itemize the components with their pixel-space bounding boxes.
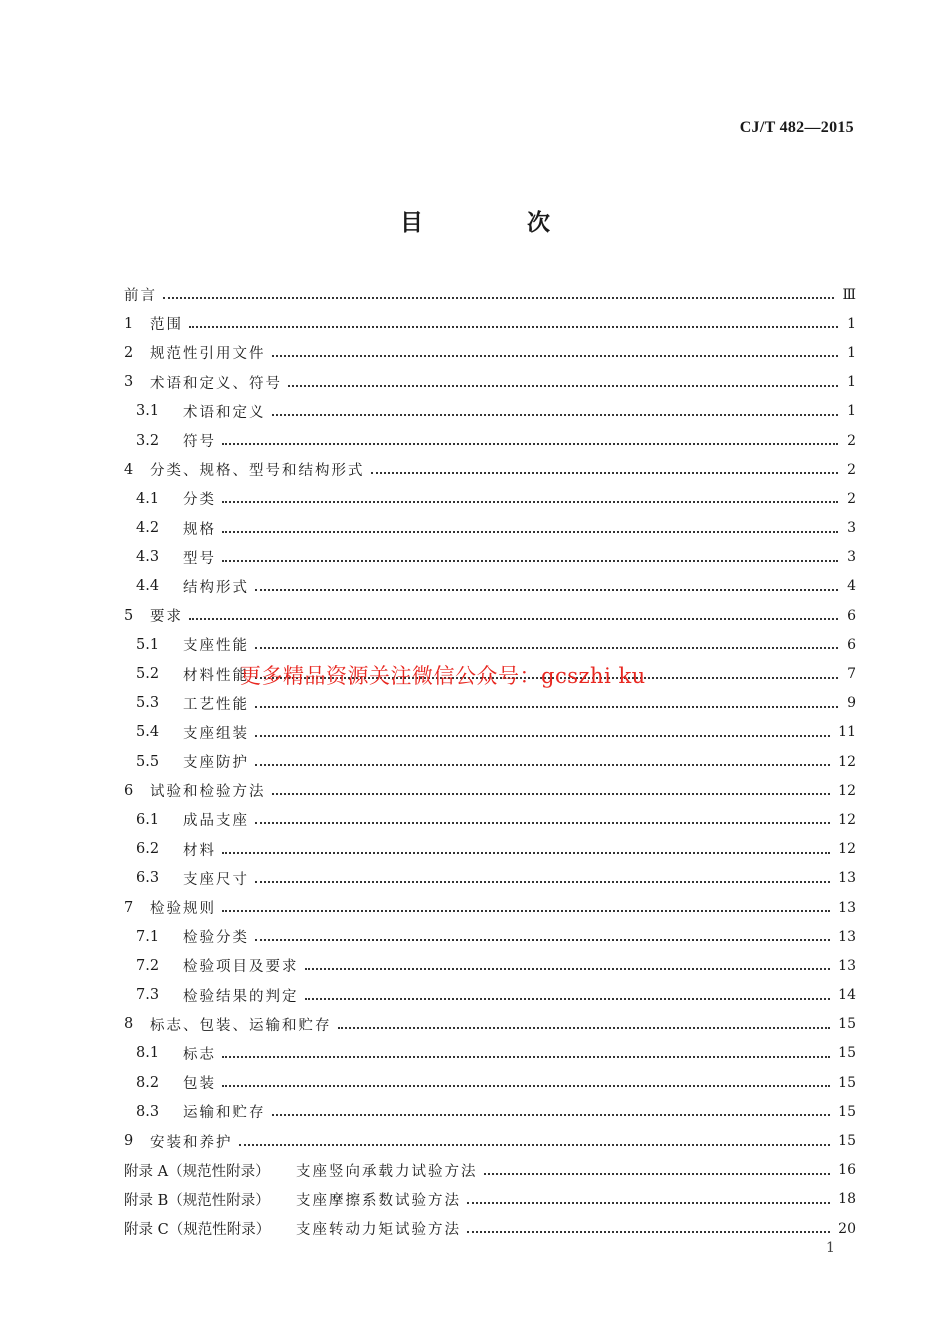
toc-entry[interactable]	[124, 951, 856, 980]
toc-entry[interactable]	[124, 747, 856, 776]
toc-entry-number: 3	[124, 374, 134, 391]
dot-leader	[305, 997, 831, 1000]
toc-entry[interactable]	[124, 572, 856, 601]
toc-entry-page: 12	[838, 811, 856, 828]
toc-entry[interactable]	[124, 1214, 856, 1243]
watermark-text: 更多精品资源关注微信公众号：gcszhi ku	[240, 664, 646, 688]
toc-entry-number: 4.1	[136, 490, 160, 507]
dot-leader	[272, 1113, 831, 1116]
toc-entry-page: 11	[838, 724, 856, 741]
toc-entry-page: Ⅲ	[842, 286, 856, 303]
toc-entry-label: 型号	[183, 550, 216, 567]
toc-entry-label: 术语和定义、符号	[150, 375, 282, 392]
dot-leader	[222, 1055, 830, 1058]
toc-entry-number: 8.3	[136, 1103, 160, 1120]
toc-entry-page: 7	[847, 666, 856, 683]
toc-entry-number: 附录 B（规范性附录）	[124, 1192, 270, 1209]
toc-entry-label: 支座防护	[183, 755, 249, 772]
toc-entry[interactable]	[124, 922, 856, 951]
dot-leader	[222, 909, 830, 912]
dot-leader	[222, 851, 830, 854]
toc-entry-number: 8	[124, 1016, 134, 1033]
toc-entry[interactable]	[124, 455, 856, 484]
toc-entry-label: 安装和养护	[150, 1134, 233, 1151]
toc-entry[interactable]	[124, 776, 856, 805]
dot-leader	[222, 559, 838, 562]
toc-entry[interactable]	[124, 981, 856, 1010]
dot-leader	[222, 1084, 830, 1087]
toc-entry-page: 12	[838, 782, 856, 799]
toc-entry-number: 附录 A（规范性附录）	[124, 1163, 270, 1180]
toc-entry[interactable]	[124, 543, 856, 572]
toc-entry-label: 工艺性能	[183, 696, 249, 713]
toc-entry-number: 4.2	[136, 520, 160, 537]
toc-entry-page: 15	[838, 1016, 856, 1033]
dot-leader	[272, 354, 839, 357]
toc-entry-page: 14	[838, 987, 856, 1004]
dot-leader	[467, 1201, 830, 1204]
toc-entry-label: 包装	[183, 1076, 216, 1093]
toc-entry-page: 12	[838, 841, 856, 858]
toc-entry-page: 2	[847, 432, 856, 449]
toc-entry-label: 结构形式	[183, 579, 249, 596]
toc-entry-page: 2	[847, 490, 856, 507]
toc-entry-label: 支座尺寸	[183, 871, 249, 888]
toc-entry-label: 支座性能	[183, 638, 249, 655]
toc-entry-label: 支座组装	[183, 725, 249, 742]
dot-leader	[255, 938, 830, 941]
dot-leader	[484, 1172, 831, 1175]
dot-leader	[288, 384, 838, 387]
toc-entry[interactable]	[124, 368, 856, 397]
toc-entry-page: 1	[847, 403, 856, 420]
toc-entry-label: 检验项目及要求	[183, 959, 299, 976]
toc-entry-number: 6	[124, 782, 134, 799]
toc-entry-page: 18	[838, 1191, 856, 1208]
toc-entry-page: 12	[838, 753, 856, 770]
toc-entry-page: 15	[838, 1045, 856, 1062]
toc-entry[interactable]	[124, 689, 856, 718]
dot-leader	[467, 1230, 830, 1233]
toc-entry-label: 分类	[183, 492, 216, 509]
toc-entry-label: 符号	[183, 434, 216, 451]
dot-leader	[255, 646, 838, 649]
toc-entry[interactable]	[124, 1010, 856, 1039]
toc-entry-page: 20	[838, 1220, 856, 1237]
toc-entry[interactable]	[124, 1097, 856, 1126]
toc-entry[interactable]	[124, 309, 856, 338]
toc-entry[interactable]	[124, 1068, 856, 1097]
toc-entry-page: 3	[847, 549, 856, 566]
toc-entry-page: 2	[847, 461, 856, 478]
toc-entry[interactable]	[124, 630, 856, 659]
dot-leader	[222, 500, 838, 503]
toc-entry-number: 4.4	[136, 578, 160, 595]
toc-entry-label: 标志	[183, 1046, 216, 1063]
dot-leader	[255, 763, 830, 766]
toc-entry-number: 5.3	[136, 695, 160, 712]
dot-leader	[163, 296, 834, 299]
dot-leader	[189, 617, 838, 620]
toc-entry[interactable]	[124, 805, 856, 834]
toc-entry-number: 2	[124, 344, 134, 361]
toc-entry-page: 15	[838, 1103, 856, 1120]
toc-entry-label: 术语和定义	[183, 404, 266, 421]
toc-entry-label: 要求	[150, 609, 183, 626]
toc-entry[interactable]	[124, 484, 856, 513]
dot-leader	[255, 588, 838, 591]
toc-entry-number: 1	[124, 315, 134, 332]
toc-entry[interactable]	[124, 864, 856, 893]
dot-leader	[222, 442, 838, 445]
toc-entry[interactable]	[124, 601, 856, 630]
toc-entry-number: 5.1	[136, 636, 160, 653]
toc-entry-number: 6.2	[136, 841, 160, 858]
toc-entry[interactable]	[124, 397, 856, 426]
toc-entry-label: 分类、规格、型号和结构形式	[150, 463, 365, 480]
toc-entry-number: 7	[124, 899, 134, 916]
dot-leader	[222, 530, 838, 533]
toc-entry[interactable]	[124, 514, 856, 543]
page-number: 1	[826, 1240, 835, 1256]
toc-entry-page: 9	[847, 695, 856, 712]
toc-entry[interactable]	[124, 1039, 856, 1068]
toc-entry-page: 15	[838, 1133, 856, 1150]
toc-entry-page: 6	[847, 636, 856, 653]
toc-entry-label: 运输和贮存	[183, 1105, 266, 1122]
toc-entry-page: 13	[838, 899, 856, 916]
toc-entry[interactable]	[124, 426, 856, 455]
dot-leader	[272, 413, 839, 416]
page-title: 目 次	[399, 209, 598, 236]
dot-leader	[272, 792, 831, 795]
toc-entry-number: 6.1	[136, 811, 160, 828]
toc-entry-page: 16	[838, 1162, 856, 1179]
toc-entry[interactable]	[124, 1126, 856, 1155]
toc-entry-label: 材料性能	[183, 667, 249, 684]
toc-entry-label: 支座竖向承载力试验方法	[296, 1163, 478, 1180]
toc-entry-number: 3.2	[136, 432, 160, 449]
toc-entry-page: 13	[838, 870, 856, 887]
dot-leader	[239, 1143, 831, 1146]
toc-entry-number: 附录 C（规范性附录）	[124, 1222, 271, 1239]
toc-entry-label: 材料	[183, 842, 216, 859]
toc-entry[interactable]	[124, 718, 856, 747]
toc-entry[interactable]	[124, 280, 856, 309]
toc-entry-label: 规格	[183, 521, 216, 538]
toc-entry-label: 规范性引用文件	[150, 346, 266, 363]
toc-entry-page: 3	[847, 520, 856, 537]
toc-entry-label: 检验结果的判定	[183, 988, 299, 1005]
toc-entry-label: 试验和检验方法	[150, 784, 266, 801]
toc-entry[interactable]	[124, 835, 856, 864]
toc-entry-page: 1	[847, 374, 856, 391]
toc-entry-number: 3.1	[136, 403, 160, 420]
toc-entry-number: 5.5	[136, 753, 160, 770]
toc-entry-number: 8.1	[136, 1045, 160, 1062]
toc-entry-number: 6.3	[136, 870, 160, 887]
dot-leader	[255, 880, 830, 883]
standard-code: CJ/T 482—2015	[739, 119, 854, 136]
toc-entry[interactable]	[124, 1185, 856, 1214]
toc-entry-label: 范围	[150, 317, 183, 334]
toc-entry-number: 5.4	[136, 724, 160, 741]
toc-entry[interactable]	[124, 893, 856, 922]
toc-entry-number: 8.2	[136, 1074, 160, 1091]
toc-entry-number: 4	[124, 461, 134, 478]
toc-entry-label: 支座摩擦系数试验方法	[296, 1192, 461, 1209]
toc-entry-label: 检验规则	[150, 901, 216, 918]
toc-entry-page: 15	[838, 1074, 856, 1091]
toc-entry-number: 5.2	[136, 666, 160, 683]
dot-leader	[338, 1026, 831, 1029]
toc-entry[interactable]	[124, 1156, 856, 1185]
table-of-contents	[124, 280, 856, 1243]
toc-entry-label: 前言	[124, 288, 157, 305]
dot-leader	[255, 821, 830, 824]
dot-leader	[255, 705, 838, 708]
toc-entry-label: 检验分类	[183, 930, 249, 947]
toc-entry-number: 4.3	[136, 549, 160, 566]
toc-entry-label: 标志、包装、运输和贮存	[150, 1017, 332, 1034]
toc-entry-number: 7.3	[136, 987, 160, 1004]
toc-entry-label: 支座转动力矩试验方法	[296, 1222, 461, 1239]
toc-entry-page: 13	[838, 957, 856, 974]
toc-entry-number: 5	[124, 607, 134, 624]
dot-leader	[371, 471, 839, 474]
dot-leader	[189, 325, 838, 328]
dot-leader	[255, 734, 830, 737]
dot-leader	[305, 967, 831, 970]
toc-entry-page: 1	[847, 315, 856, 332]
toc-entry-number: 7.2	[136, 957, 160, 974]
toc-entry-page: 13	[838, 928, 856, 945]
toc-entry-page: 4	[847, 578, 856, 595]
toc-entry-page: 6	[847, 607, 856, 624]
toc-entry-number: 7.1	[136, 928, 160, 945]
toc-entry-number: 9	[124, 1133, 134, 1150]
toc-entry[interactable]	[124, 338, 856, 367]
toc-entry-label: 成品支座	[183, 813, 249, 830]
toc-entry-page: 1	[847, 344, 856, 361]
